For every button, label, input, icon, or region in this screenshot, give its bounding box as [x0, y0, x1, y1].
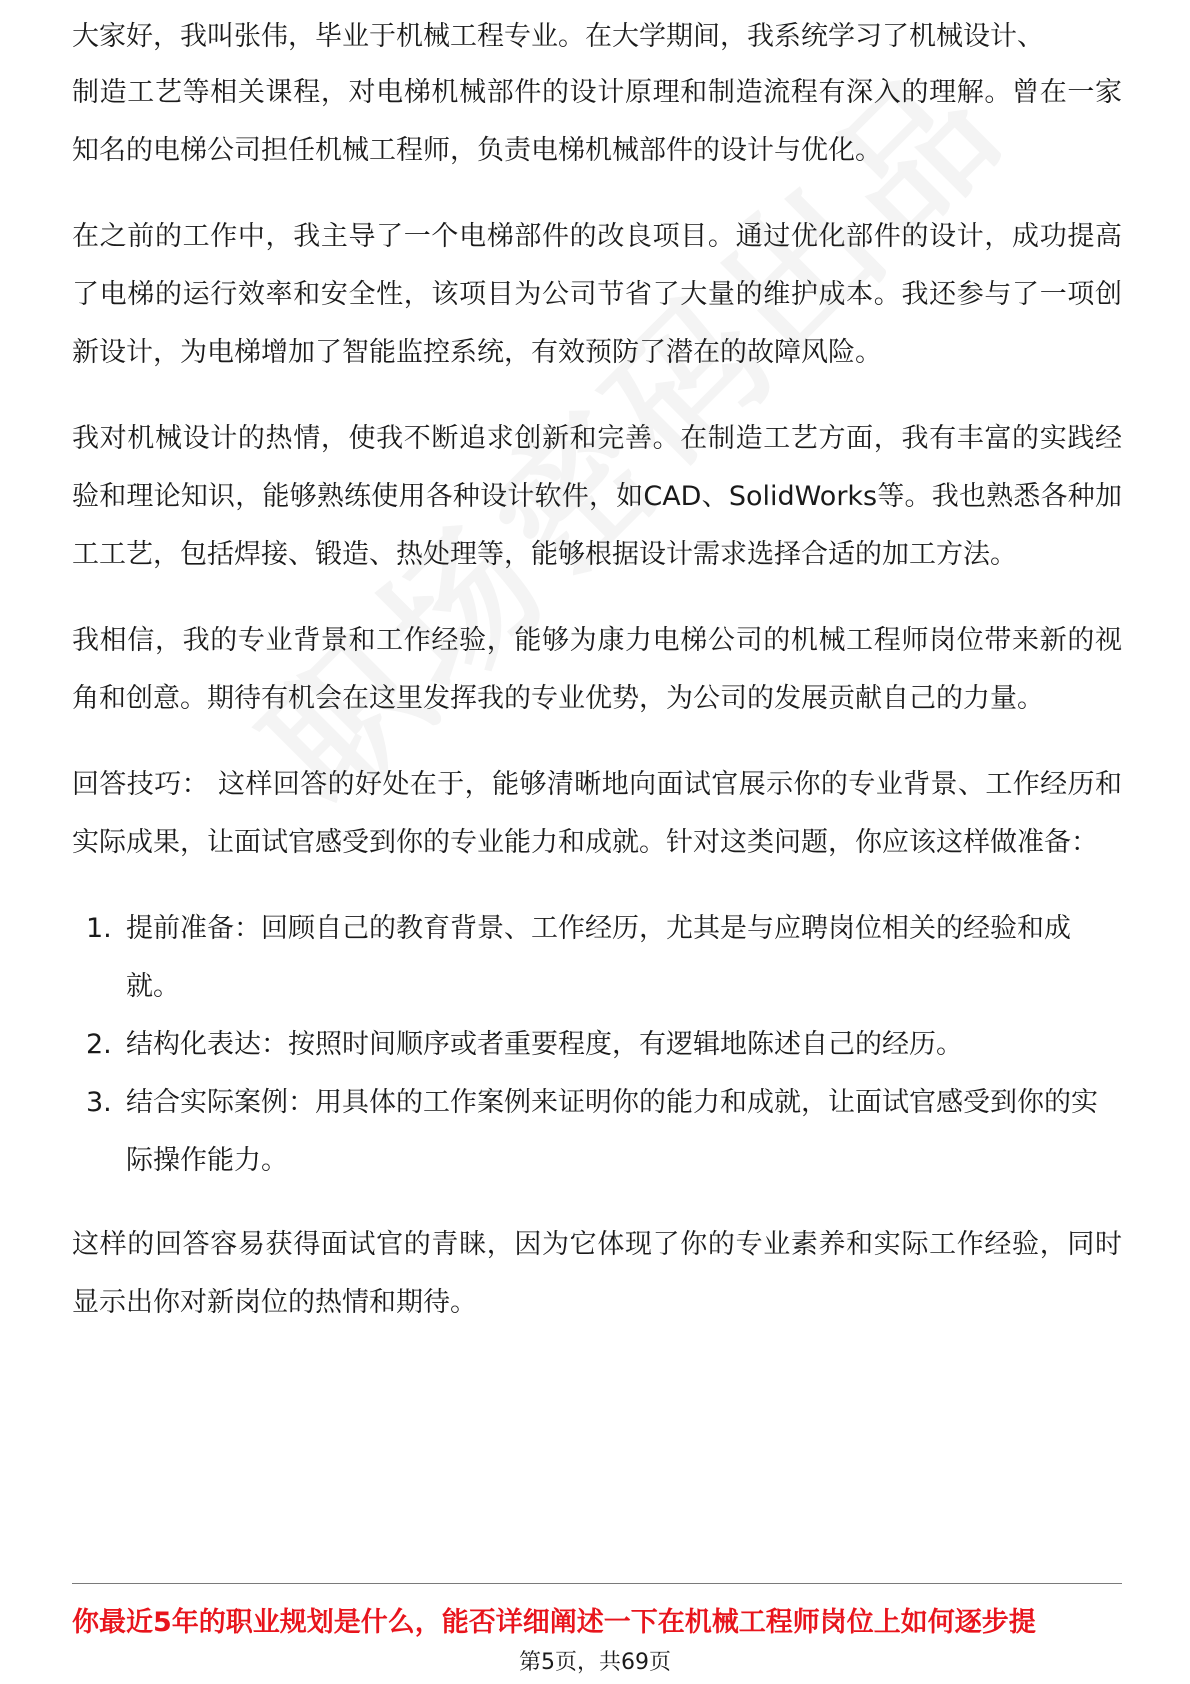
- page-number: 第5页，共69页: [519, 1650, 671, 1675]
- content-body: [72, 22, 1122, 1360]
- list-item-text: 结合实际案例：用具体的工作案例来证明你的能力和成就，让面试官感受到你的实际操作能力。: [126, 1087, 1098, 1176]
- list-item: [72, 1074, 1122, 1190]
- list-number: 1.: [86, 913, 112, 944]
- divider-line: [72, 1583, 1122, 1584]
- paragraph-answer-tips: 回答技巧： 这样回答的好处在于，能够清晰地向面试官展示你的专业背景、工作经历和实际成果，让面试官感受到你的专业能力和成就。针对这类问题，你应该这样做准备：: [72, 769, 1122, 858]
- list-item: [72, 900, 1122, 1016]
- paragraph-previous-work: 在之前的工作中，我主导了一个电梯部件的改良项目。通过优化部件的设计，成功提高了电梯的运行效率和安全性，该项目为公司节省了大量的维护成本。我还参与了一项创新设计，为电梯增加了智能监控系统，有效预防了潜在的故障风险。: [72, 221, 1122, 368]
- next-question-heading: 你最近5年的职业规划是什么，能否详细阐述一下在机械工程师岗位上如何逐步提: [72, 1607, 1036, 1638]
- list-item-text: 提前准备：回顾自己的教育背景、工作经历，尤其是与应聘岗位相关的经验和成就。: [126, 913, 1071, 1002]
- paragraph-passion-skills: 我对机械设计的热情，使我不断追求创新和完善。在制造工艺方面，我有丰富的实践经验和理论知识，能够熟练使用各种设计软件，如CAD、SolidWorks等。我也熟悉各种加工工艺，包括焊接、锻造、热处理等，能够根据设计需求选择合适的加工方法。: [72, 423, 1122, 570]
- list-item-text: 结构化表达：按照时间顺序或者重要程度，有逻辑地陈述自己的经历。: [126, 1029, 963, 1060]
- tips-list: [72, 900, 1122, 1190]
- paragraph-conclusion: 我相信，我的专业背景和工作经验，能够为康力电梯公司的机械工程师岗位带来新的视角和创意。期待有机会在这里发挥我的专业优势，为公司的发展贡献自己的力量。: [72, 625, 1122, 714]
- list-number: 3.: [86, 1087, 112, 1118]
- list-number: 2.: [86, 1029, 112, 1060]
- paragraph-summary: 这样的回答容易获得面试官的青睐，因为它体现了你的专业素养和实际工作经验，同时显示出你对新岗位的热情和期待。: [72, 1229, 1122, 1318]
- list-item: [72, 1016, 1122, 1074]
- paragraph-education: 制造工艺等相关课程，对电梯机械部件的设计原理和制造流程有深入的理解。曾在一家知名的电梯公司担任机械工程师，负责电梯机械部件的设计与优化。: [72, 77, 1122, 166]
- paragraph-intro-cut: 大家好，我叫张伟，毕业于机械工程专业。在大学期间，我系统学习了机械设计、: [72, 21, 1044, 52]
